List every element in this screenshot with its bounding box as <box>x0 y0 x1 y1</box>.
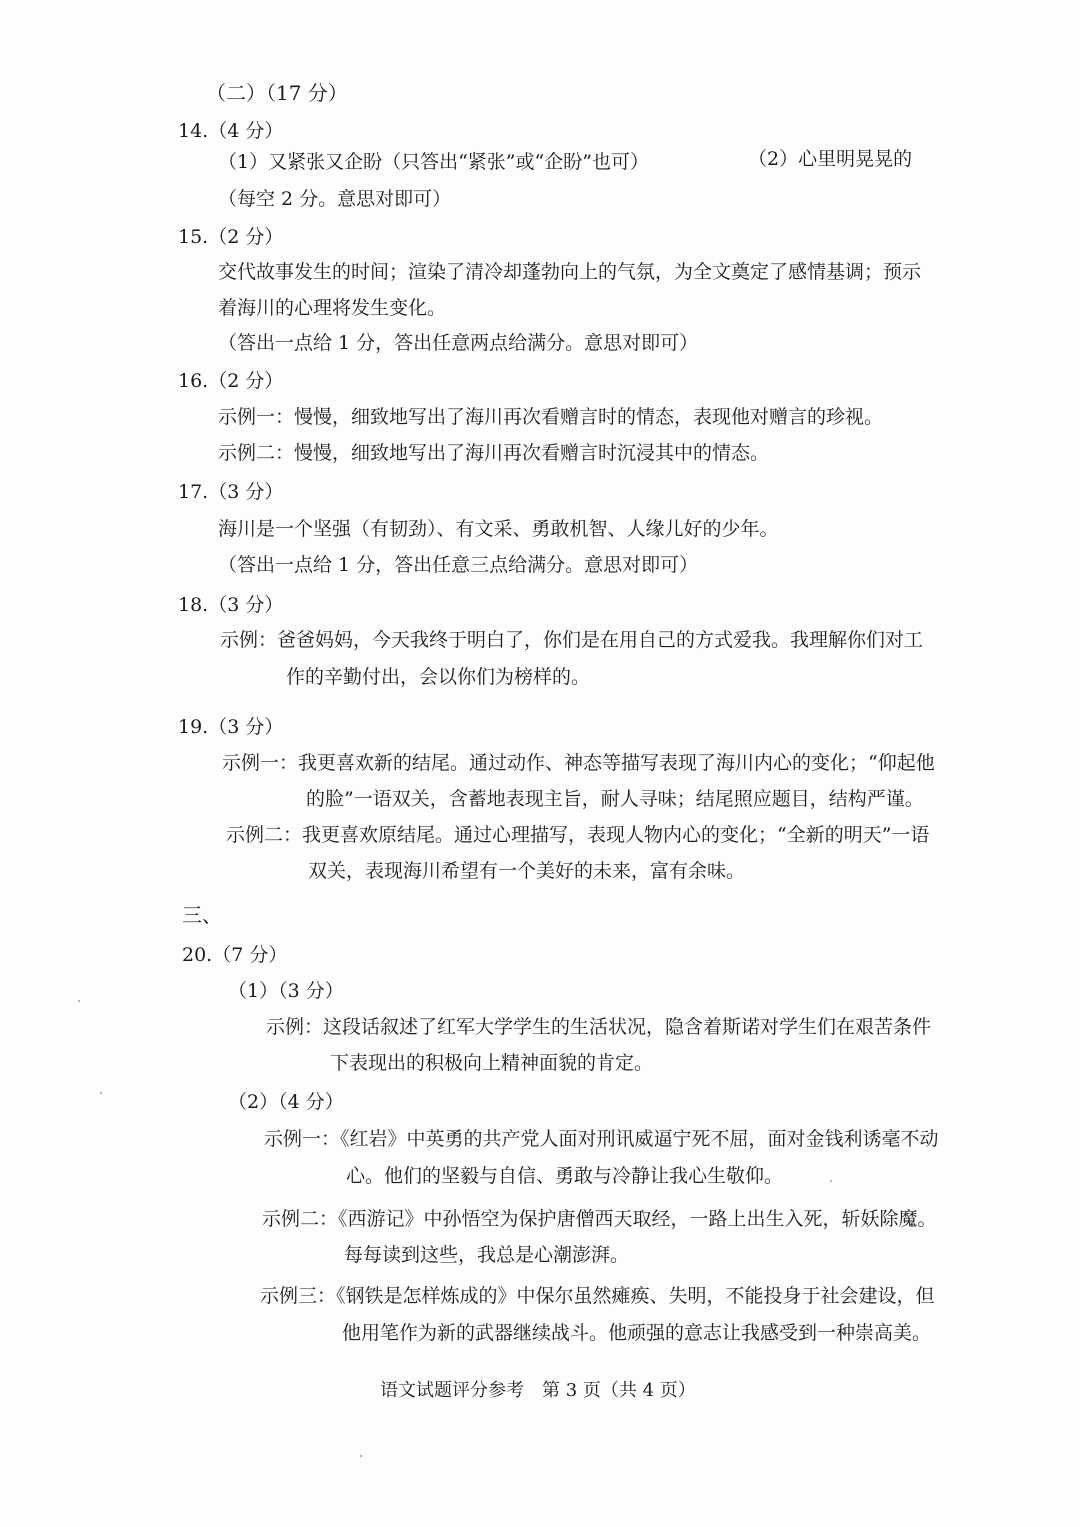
q14-answer1: （1）又紧张又企盼（只答出“紧张”或“企盼”也可） <box>218 151 649 173</box>
q14-note: （每空 2 分。意思对即可） <box>218 188 452 210</box>
q17-line1: 海川是一个坚强（有韧劲）、有文采、勇敢机智、人缘儿好的少年。 <box>218 518 779 540</box>
q20-example3-line2: 他用笔作为新的武器继续战斗。他顽强的意志让我感受到一种崇高美。 <box>342 1322 932 1344</box>
q15-header: 15.（2 分） <box>178 226 284 248</box>
q16-example1: 示例一：慢慢，细致地写出了海川再次看赠言时的情态，表现他对赠言的珍视。 <box>218 406 884 428</box>
scan-speck <box>100 1092 102 1094</box>
q18-line1: 示例：爸爸妈妈，今天我终于明白了，你们是在用自己的方式爱我。我理解你们对工 <box>220 629 924 651</box>
q20-example1-line2: 心。他们的坚毅与自信、勇敢与冷静让我心生敬仰。 <box>346 1165 784 1187</box>
q20-header: 20.（7 分） <box>182 944 288 966</box>
q20-part1-header: （1）（3 分） <box>228 980 344 1002</box>
q18-line2: 作的辛勤付出，会以你们为榜样的。 <box>286 666 591 688</box>
q19-example2-line1: 示例二：我更喜欢原结尾。通过心理描写，表现人物内心的变化；“全新的明天”一语 <box>226 824 930 846</box>
q19-example2-line2: 双关，表现海川希望有一个美好的未来，富有余味。 <box>308 860 746 882</box>
q17-header: 17.（3 分） <box>178 481 284 503</box>
q19-example1-line2: 的脸”一语双关，含蓄地表现主旨，耐人寻味；结尾照应题目，结构严谨。 <box>306 788 924 810</box>
q18-header: 18.（3 分） <box>178 594 284 616</box>
q15-note: （答出一点给 1 分，答出任意两点给满分。意思对即可） <box>218 332 699 354</box>
q20-example2-line2: 每每读到这些，我总是心潮澎湃。 <box>344 1244 630 1266</box>
q15-line2: 着海川的心理将发生变化。 <box>218 297 447 319</box>
page-footer: 语文试题评分参考 第 3 页（共 4 页） <box>380 1380 696 1401</box>
q20-example2-line1: 示例二：《西游记》中孙悟空为保护唐僧西天取经，一路上出生入死，斩妖除魔。 <box>262 1208 937 1230</box>
q20-part2-header: （2）（4 分） <box>228 1091 344 1113</box>
q20-example3-line1: 示例三：《钢铁是怎样炼成的》中保尔虽然瘫痪、失明，不能投身于社会建设，但 <box>260 1285 935 1307</box>
q15-line1: 交代故事发生的时间；渲染了清冷却蓬勃向上的气氛，为全文奠定了感情基调；预示 <box>218 261 922 283</box>
q16-example2: 示例二：慢慢，细致地写出了海川再次看赠言时沉浸其中的情态。 <box>218 442 770 464</box>
scan-speck <box>830 1180 832 1182</box>
q20-example1-line1: 示例一：《红岩》中英勇的共产党人面对刑讯威逼宁死不屈，面对金钱利诱毫不动 <box>264 1128 939 1150</box>
q14-answer2: （2）心里明晃晃的 <box>748 148 913 170</box>
section2-heading: （二）（17 分） <box>206 81 348 105</box>
scan-speck <box>78 1000 80 1002</box>
section3-heading: 三、 <box>182 903 222 927</box>
q20-part1-line2: 下表现出的积极向上精神面貌的肯定。 <box>330 1052 654 1074</box>
q14-header: 14.（4 分） <box>178 120 284 142</box>
q16-header: 16.（2 分） <box>178 370 284 392</box>
q19-example1-line1: 示例一：我更喜欢新的结尾。通过动作、神态等描写表现了海川内心的变化；“仰起他 <box>222 752 935 774</box>
q20-part1-line1: 示例：这段话叙述了红军大学学生的生活状况，隐含着斯诺对学生们在艰苦条件 <box>266 1016 932 1038</box>
scan-speck <box>360 1455 362 1457</box>
q17-note: （答出一点给 1 分，答出任意三点给满分。意思对即可） <box>218 554 699 576</box>
q19-header: 19.（3 分） <box>178 716 284 738</box>
